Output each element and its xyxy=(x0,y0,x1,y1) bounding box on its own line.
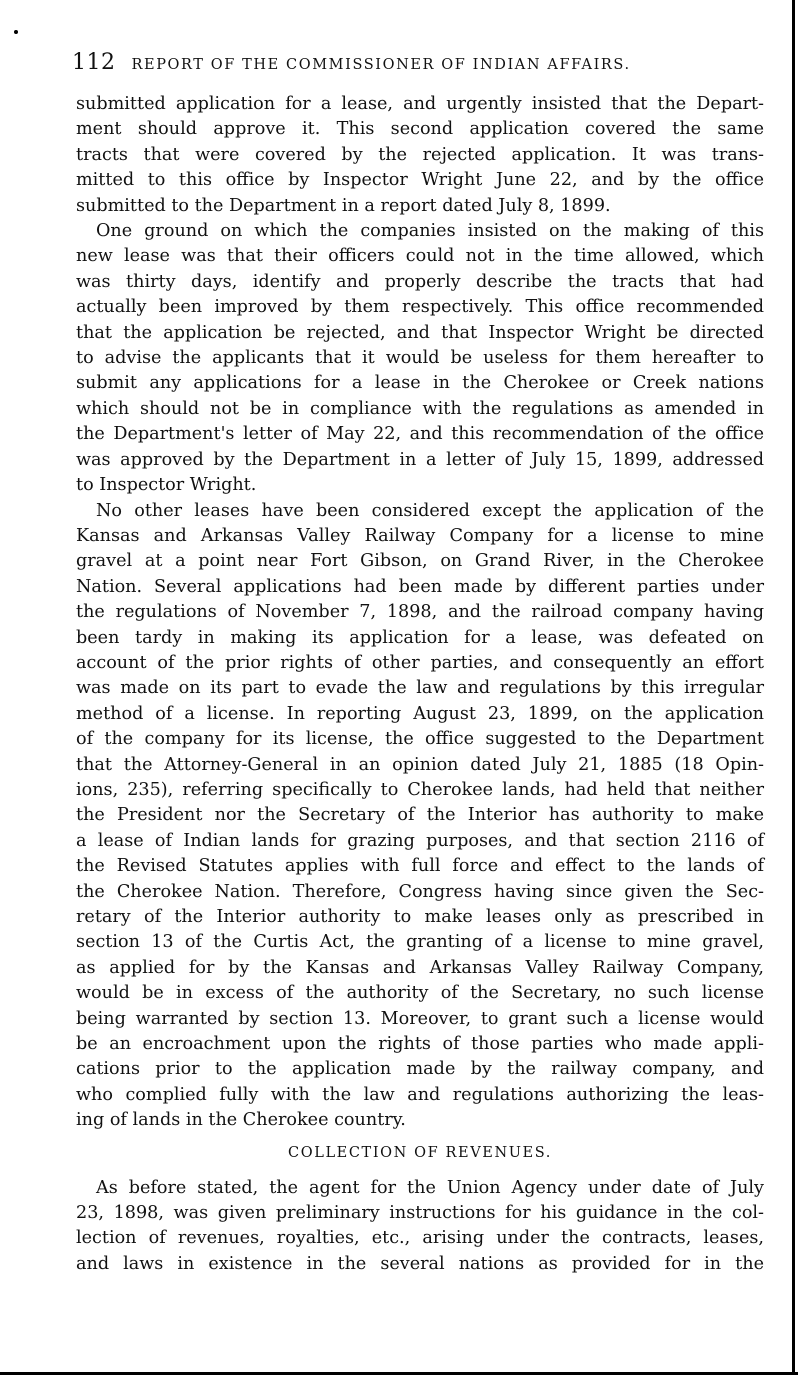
text-line: ions, 235), referring specifically to Cherokee lands, had held that neither xyxy=(76,779,764,800)
text-line: the President nor the Secretary of the Interior has authority to make xyxy=(76,805,764,826)
text-line: as applied for by the Kansas and Arkansas Valley Railway Company, xyxy=(76,957,764,978)
page-edge-bottom xyxy=(0,1372,798,1375)
text-line: of the company for its license, the office suggested to the Department xyxy=(76,729,764,750)
text-line: the Revised Statutes applies with full force and effect to the lands of xyxy=(76,856,764,877)
text-line: that the application be rejected, and that Inspector Wright be directed xyxy=(76,322,764,343)
text-line: a lease of Indian lands for grazing purposes, and that section 2116 of xyxy=(76,830,764,851)
body-text xyxy=(76,92,764,1277)
text-line: which should not be in compliance with the regulations as amended in xyxy=(76,398,764,419)
page-edge-right xyxy=(792,0,795,1373)
text-line: Nation. Several applications had been made by different parties under xyxy=(76,576,764,597)
paragraph-1 xyxy=(76,92,764,219)
text-line: was thirty days, identify and properly describe the tracts that had xyxy=(76,271,764,292)
text-line: new lease was that their officers could not in the time allowed, which xyxy=(76,246,764,267)
text-line: method of a license. In reporting August 23, 1899, on the application xyxy=(76,703,764,724)
paragraph-2 xyxy=(76,219,764,498)
text-line: and laws in existence in the several nations as provided for in the xyxy=(76,1253,764,1274)
text-line: As before stated, the agent for the Union Agency under date of July xyxy=(96,1177,764,1198)
text-line: be an encroachment upon the rights of those parties who made appli- xyxy=(76,1034,764,1055)
paragraph-4 xyxy=(76,1176,764,1278)
text-line: to advise the applicants that it would be useless for them hereafter to xyxy=(76,348,764,369)
text-line: actually been improved by them respectively. This office recommended xyxy=(76,297,764,318)
text-line: that the Attorney-General in an opinion dated July 21, 1885 (18 Opin- xyxy=(76,754,764,775)
text-line: retary of the Interior authority to make leases only as prescribed in xyxy=(76,907,764,927)
running-title: REPORT OF THE COMMISSIONER OF INDIAN AFFAIRS. xyxy=(131,57,631,73)
text-line: who complied fully with the law and regulations authorizing the leas- xyxy=(76,1084,764,1105)
paragraph-3 xyxy=(76,499,764,1134)
text-line: submitted application for a lease, and urgently insisted that the Depart- xyxy=(76,94,764,114)
text-line: One ground on which the companies insisted on the making of this xyxy=(96,221,764,242)
text-line: tracts that were covered by the rejected application. It was trans- xyxy=(76,144,764,165)
text-line: 23, 1898, was given preliminary instructions for his guidance in the col- xyxy=(76,1203,764,1224)
text-line: the Cherokee Nation. Therefore, Congress having since given the Sec- xyxy=(76,881,764,902)
text-line: ing of lands in the Cherokee country. xyxy=(76,1110,406,1131)
text-line: the regulations of November 7, 1898, and the railroad company having xyxy=(76,602,764,623)
text-line: cations prior to the application made by the railway company, and xyxy=(76,1059,764,1080)
text-line: lection of revenues, royalties, etc., arising under the contracts, leases, xyxy=(76,1228,764,1249)
text-line: was made on its part to evade the law and regulations by this irregular xyxy=(76,678,764,699)
text-line: ment should approve it. This second application covered the same xyxy=(76,119,764,140)
text-line: account of the prior rights of other parties, and consequently an effort xyxy=(76,652,764,673)
text-line: submitted to the Department in a report dated July 8, 1899. xyxy=(76,195,611,216)
section-heading: COLLECTION OF REVENUES. xyxy=(288,1144,552,1161)
text-line: been tardy in making its application for a lease, was defeated on xyxy=(76,627,764,648)
page-number: 112 xyxy=(72,50,116,75)
text-line: being warranted by section 13. Moreover, to grant such a license would xyxy=(76,1008,764,1029)
text-line: Kansas and Arkansas Valley Railway Company for a license to mine xyxy=(76,525,764,546)
text-line: gravel at a point near Fort Gibson, on Grand River, in the Cherokee xyxy=(76,551,764,572)
text-line: section 13 of the Curtis Act, the granting of a license to mine gravel, xyxy=(76,932,764,953)
scan-mark xyxy=(14,30,18,34)
page-header xyxy=(72,50,762,75)
text-line: No other leases have been considered except the application of the xyxy=(96,500,764,521)
text-line: was approved by the Department in a letter of July 15, 1899, addressed xyxy=(76,449,764,470)
text-line: to Inspector Wright. xyxy=(76,475,257,496)
text-line: mitted to this office by Inspector Wright June 22, and by the office xyxy=(76,170,764,191)
text-line: submit any applications for a lease in the Cherokee or Creek nations xyxy=(76,373,764,394)
text-line: would be in excess of the authority of the Secretary, no such license xyxy=(76,983,764,1004)
text-line: the Department's letter of May 22, and this recommendation of the office xyxy=(76,424,764,445)
